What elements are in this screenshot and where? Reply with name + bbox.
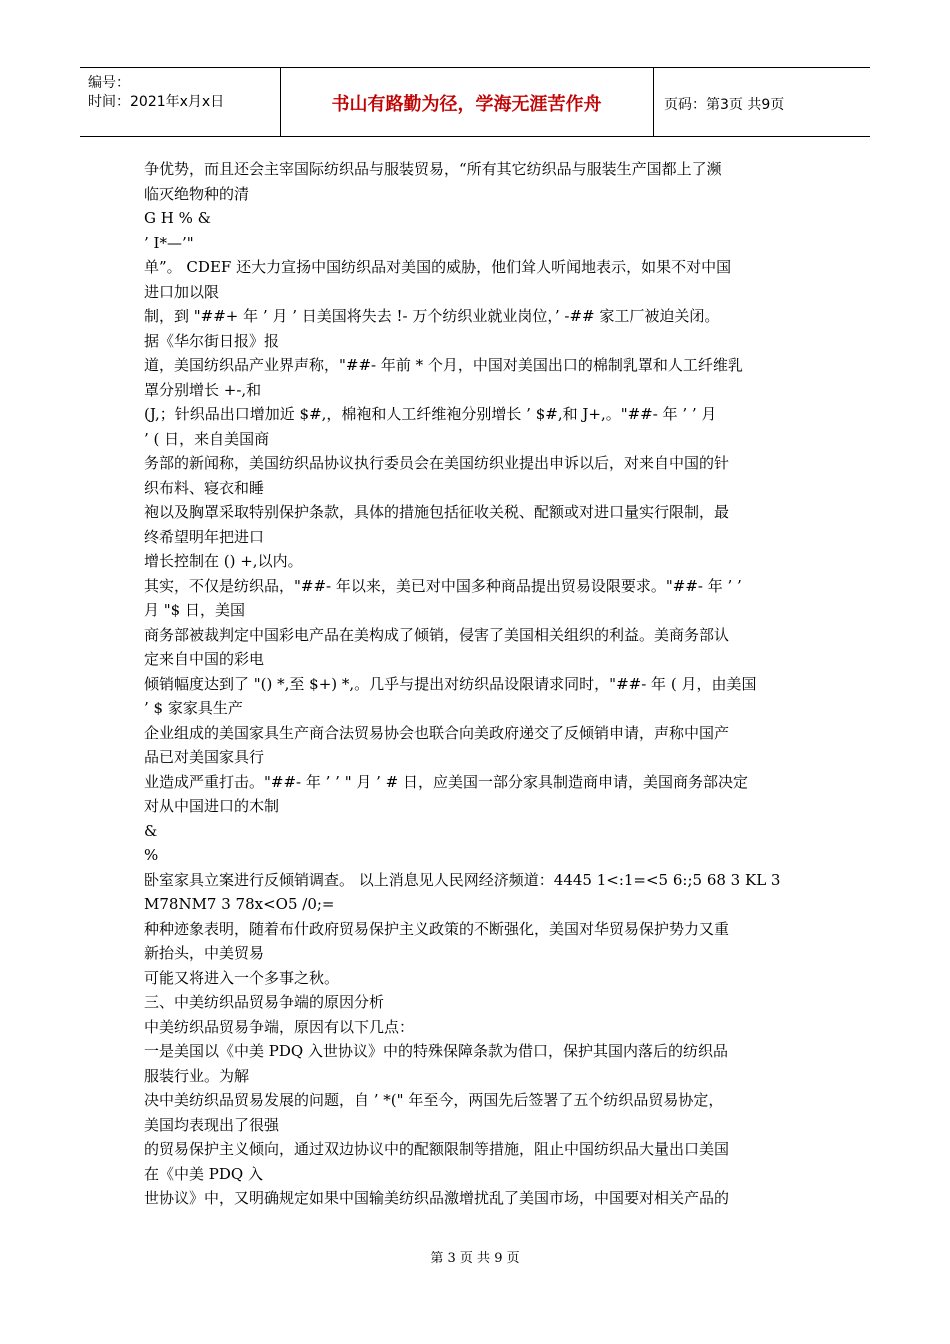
- text-line: 月 "$ 日，美国: [144, 601, 245, 619]
- header-motto: 书山有路勤为径，学海无涯苦作舟: [331, 94, 602, 115]
- text-line: 种种迹象表明，随着布什政府贸易保护主义政策的不断强化，美国对华贸易保护势力又重: [144, 919, 730, 938]
- text-line: 道，美国纺织品产业界声称，"##- 年前 * 个月，中国对美国出口的棉制乳罩和人工纤维乳: [144, 356, 743, 374]
- text-line: 定来自中国的彩电: [144, 650, 265, 668]
- document-body: [144, 157, 824, 1211]
- text-line: 织布料、寝衣和睡: [144, 478, 265, 497]
- text-line: 商务部被裁判定中国彩电产品在美构成了倾销，侵害了美国相关组织的利益。美商务部认: [144, 625, 730, 644]
- text-line: 企业组成的美国家具生产商合法贸易协会也联合向美政府递交了反倾销申请，声称中国产: [144, 723, 730, 742]
- text-line: 终希望明年把进口: [144, 527, 265, 546]
- text-line: 世协议》中，又明确规定如果中国输美纺织品激增扰乱了美国市场，中国要对相关产品的: [144, 1189, 730, 1207]
- text-line: 在《中美 PDQ 入: [144, 1164, 263, 1183]
- text-line: G H % &: [144, 209, 211, 227]
- text-line: 进口加以限: [144, 282, 220, 301]
- text-line: 决中美纺织品贸易发展的问题，自 ’ *(" 年至今，两国先后签署了五个纺织品贸易协定，: [144, 1091, 724, 1109]
- page-footer: 第 3 页 共 9 页: [430, 1251, 520, 1266]
- text-line: 争优势，而且还会主宰国际纺织品与服装贸易，“所有其它纺织品与服装生产国都上了濒: [144, 160, 722, 178]
- document-time-label: 时间：2021年x月x日: [88, 94, 225, 110]
- text-line: 新抬头，中美贸易: [144, 944, 265, 962]
- page-header: [80, 67, 870, 137]
- text-line: 据《华尔街日报》报: [144, 331, 280, 350]
- header-page-info: 页码：第3页 共9页: [664, 97, 785, 113]
- text-line: ’ $ 家家具生产: [144, 699, 243, 717]
- text-line: 对从中国进口的木制: [144, 797, 280, 815]
- text-line: 美国均表现出了很强: [144, 1115, 280, 1134]
- text-line: 业造成严重打击。"##- 年 ’ ’ " 月 ’ # 日，应美国一部分家具制造商申请，美国商务部决定: [144, 772, 749, 791]
- text-line: 罩分别增长 +-,和: [144, 380, 262, 399]
- text-line: 倾销幅度达到了 "() *,至 $+) *,。几乎与提出对纺织品设限请求同时，"##- 年 ( 月，由美国: [144, 674, 757, 693]
- text-line: 品已对美国家具行: [144, 748, 265, 766]
- text-line: M78NM7 3 78x<O5 /0;=: [144, 895, 335, 913]
- text-line: 可能又将进入一个多事之秋。: [144, 968, 340, 987]
- text-line: 卧室家具立案进行反倾销调查。 以上消息见人民网经济频道：4445 1<:1=<5 6:;5 68 3 KL 3: [144, 870, 781, 889]
- text-line: 增长控制在 () +,以内。: [144, 552, 303, 570]
- text-line: ’ ( 日，来自美国商: [144, 429, 270, 448]
- header-meta: [88, 74, 224, 112]
- text-line: 临灭绝物种的清: [144, 184, 250, 203]
- text-line: &: [144, 821, 158, 840]
- text-line: ’ I*—’": [144, 233, 194, 252]
- text-line: 服装行业。为解: [144, 1066, 250, 1085]
- document-number-label: 编号：: [88, 75, 130, 91]
- text-line: 三、中美纺织品贸易争端的原因分析: [144, 993, 385, 1011]
- header-divider: [653, 68, 654, 136]
- text-line: 制，到 "##+ 年 ’ 月 ’ 日美国将失去 !- 万个纺织业就业岗位，’ -## 家工厂被迫关闭。: [144, 307, 720, 325]
- text-line: 一是美国以《中美 PDQ 入世协议》中的特殊保障条款为借口，保护其国内落后的纺织品: [144, 1042, 728, 1060]
- text-line: (J,；针织品出口增加近 $#,，棉袍和人工纤维袍分别增长 ’ $#,和 J+,。"##- 年 ’ ’ 月: [144, 405, 717, 423]
- text-line: 的贸易保护主义倾向，通过双边协议中的配额限制等措施，阻止中国纺织品大量出口美国: [144, 1140, 730, 1158]
- text-line: 务部的新闻称，美国纺织品协议执行委员会在美国纺织业提出申诉以后，对来自中国的针: [144, 454, 730, 472]
- text-line: 中美纺织品贸易争端，原因有以下几点：: [144, 1017, 415, 1036]
- text-line: 其实，不仅是纺织品，"##- 年以来，美已对中国多种商品提出贸易设限要求。"##- 年 ’ ’: [144, 576, 742, 595]
- text-line: %: [144, 846, 159, 864]
- text-line: 单”。 CDEF 还大力宣扬中国纺织品对美国的威胁，他们耸人听闻地表示，如果不对中国: [144, 258, 732, 276]
- text-line: 袍以及胸罩采取特别保护条款，具体的措施包括征收关税、配额或对进口量实行限制，最: [144, 503, 730, 521]
